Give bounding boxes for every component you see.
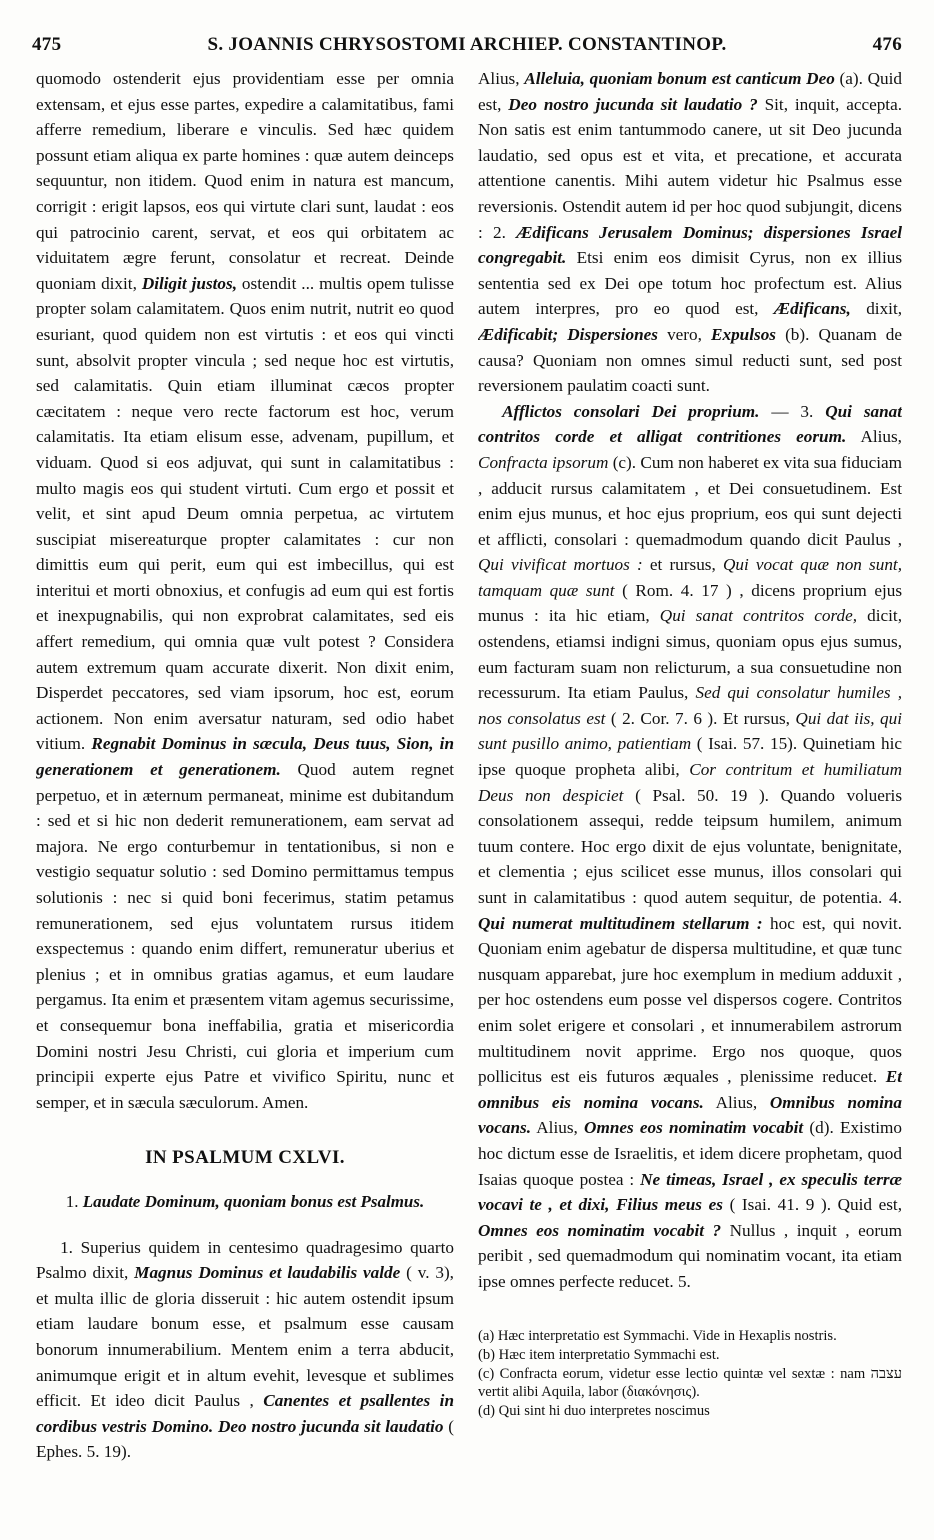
verse-heading: [36, 1189, 454, 1215]
section-heading: IN PSALMUM CXLVI.: [145, 1147, 345, 1169]
text-run: ( Isai. 57. 15). Quinetiam hic ipse quoque propheta alibi,: [478, 734, 902, 780]
text-run: (a). Quid est,: [478, 69, 902, 114]
text-run: 1. Superius quidem in centesimo quadragesimo quarto Psalmo dixit,: [36, 1237, 454, 1283]
marginal-topic: Afflictos consolari Dei proprium.: [502, 401, 760, 421]
quotation: Expulsos: [711, 324, 776, 344]
text-run: (b). Quanam de causa? Quoniam non omnes simul reducti sunt, sed post reversionem paulatim coacti sunt.: [478, 324, 902, 396]
quotation: Qui dat iis, qui sunt pusillo animo, patientiam: [478, 708, 902, 754]
page-number-left: 475: [32, 34, 62, 55]
quotation: Cor contritum et humiliatum Deus non despiciet: [478, 760, 902, 805]
text-run: Alius,: [860, 427, 902, 447]
text-run: ( Ephes. 5. 19).: [36, 1416, 454, 1462]
text-run: ostendit ... multis opem tulisse propter solam calamitatem. Quos enim nutrit, nutrit eo quod esuriant, quod quidem non est virtutis : et eos qui vincti sunt, absolvit propter vincula ; sed neque hoc est virtutis, sed calamitatis. Quin etiam illuminat cæcos propter cæcitatem : neque vero recte factorum est hoc, verum calamitatis. Ita etiam elisum esse, advenam, pupillum, et viduam. Quod si eos adjuvat, qui sunt in calamitatibus : multo magis eos qui student virtuti. Cum ergo et possit et velit, et sint apud Deum omnia perpetua, ac virtutem suscipiat misereaturque propter calamitates : cur non dimittis eum qui perit, eum qui est imbecillus, qui est interitui et morti obnoxius, et confugis ad eum qui est fortis et inexpugnabilis, qui non exprobrat calamitates, sed eis affert remedium, qui omnia quæ vult potest ? Considera autem extremum quam accurate dixerit. Non dixit enim, Disperdet peccatores, sed viam ipsorum, hoc est, eorum actionem. Non enim aversatur naturam, sed odio habet vitium.: [36, 273, 454, 754]
text-run: vero,: [667, 324, 702, 344]
verse-number: 1.: [65, 1191, 79, 1211]
text-run: dixit,: [866, 299, 902, 319]
footnotes: [478, 1317, 902, 1420]
quotation: Confracta ipsorum: [478, 452, 609, 472]
quotation: Sed qui consolatur humiles , nos consolatus est: [478, 683, 902, 728]
paragraph-verse-3: [478, 399, 902, 1295]
text-run: Alius,: [715, 1092, 758, 1112]
text-run: Sit, inquit, accepta. Non satis est enim tantummodo canere, ut sit Deo jucunda laudatio, sed opus est et vita, et precatione, et accurata attentione canentis. Mihi autem videtur hic Psalmus esse reversionis. Ostendit autem id per hoc quod subjungit, dicens : 2.: [478, 94, 902, 242]
footnote: (a) Hæc interpretatio est Symmachi. Vide in Hexaplis nostris.: [478, 1327, 837, 1344]
running-header: [30, 30, 904, 62]
text-run: — 3.: [771, 401, 814, 421]
verse-text: Laudate Dominum, quoniam bonus est Psalmus.: [82, 1191, 425, 1211]
text-run: ( v. 3), et multa illic de gloria disseruit : hic autem ostendit ipsum etiam laudare bonum esse, et psalmum esse causam bonorum innumerabilium. Mentem enim a terra abducit, animumque erigit et in altum evehit, levesque et sublimes efficit. Et ideo dicit Paulus ,: [36, 1263, 454, 1411]
text-run: Etsi enim eos dimisit Cyrus, non ex illius sententia sed ex Dei ope totum hoc profectum est. Alius autem interpres, pro eo quod est,: [478, 248, 902, 319]
text-run: ( Isai. 41. 9 ). Quid est,: [729, 1195, 902, 1215]
quotation: Canentes et psallentes in cordibus vestris Domino. Deo nostro jucunda sit laudatio: [36, 1391, 454, 1436]
text-run: (c). Cum non haberet ex vita sua fiduciam , adducit rursus calamitatem , et Dei consuetudinem. Est enim ejus munus, et hoc ejus proprium, eos qui sunt dejecti et afflicti, consolari : quemadmodum quando dicit Paulus ,: [478, 452, 902, 549]
running-title: S. JOANNIS CHRYSOSTOMI ARCHIEP. CONSTANTINOP.: [207, 34, 727, 55]
quotation: Qui sanat contritos corde,: [659, 606, 858, 626]
footnote: (b) Hæc item interpretatio Symmachi est.: [478, 1346, 720, 1363]
text-run: et rursus,: [649, 555, 716, 575]
quotation: Omnibus nomina vocans.: [478, 1092, 902, 1138]
text-run: Alius,: [478, 69, 520, 88]
text-run: quomodo ostenderit ejus providentiam esse per omnia extensam, et ejus esse partes, expedire a calamitatibus, fami afferre remedium, liberare e vinculis. Sed hæc quidem possunt etiam aliqua ex parte homines : quæ autem deinceps sequuntur, non itidem. Quod enim in natura est mancum, corrigit : erigit lapsos, eos qui virtute clari sunt, laudat : eos qui patrocinio carent, servat, et eos qui orbitatem ac viduitatem ægre ferunt, consolatur et recreat. Deinde quoniam dixit,: [36, 69, 454, 293]
text-run: Quod autem regnet perpetuo, et in æternum permaneat, minime est dubitandum : sed et si hic non dederit remunerationem, eam servat ad majora. Ne ergo conturbemur in tentationibus, si non e vestigio sequatur solutio : sed Domino permittamus tempus solutionis : nec si quid boni fecerimus, statim petamus remunerationem, sed ejus voluntatem rursus itidem exspectemus : quando enim differt, remuneratur uberius et plenius ; et in omnibus gratias agamus, et eum laudare pergamus. Ita enim et præsentem vitam agemus securissime, et consequemur bona ineffabilia, gratia et misericordia Domini nostri Jesu Christi, cui gloria et imperium cum principii experte ejus Patre et vivifico Spiritu, nunc et semper, et in sæcula sæculorum. Amen.: [36, 760, 454, 1112]
quotation: Qui numerat multitudinem stellarum :: [478, 913, 763, 933]
quotation: Magnus Dominus et laudabilis valde: [134, 1263, 401, 1283]
quotation: Qui vivificat mortuos :: [478, 555, 643, 575]
quotation: Omnes eos nominatim vocabit ?: [478, 1220, 722, 1240]
footnote: (c) Confracta eorum, videtur esse lectio quintæ vel sextæ : nam עצבה vertit alibi Aquila, labor (διακόνησις).: [478, 1365, 902, 1400]
page-number-right: 476: [872, 34, 902, 55]
text-run: ( Psal. 50. 19 ). Quando volueris consolationem assequi, redde teipsum humilem, animum tuum contere. Hoc ergo dixit de ejus voluntate, benignitate, et clementia ; ejus scilicet esse munus, illos consolari qui sunt in calamitatibus : quod autem sequitur, de potentia. 4.: [478, 785, 902, 907]
quotation: Alleluia, quoniam bonum est canticum Deo: [524, 69, 835, 88]
quotation: Omnes eos nominatim vocabit: [584, 1118, 804, 1138]
quotation: Qui vocat quæ non sunt, tamquam quæ sunt: [478, 555, 902, 600]
left-column: [36, 66, 454, 1526]
text-run: ( Rom. 4. 17 ) , dicens proprium ejus munus : ita hic etiam,: [478, 580, 902, 626]
text-run: ( 2. Cor. 7. 6 ). Et rursus,: [610, 708, 790, 728]
quotation: Diligit justos,: [141, 273, 237, 293]
text-run: Alius,: [536, 1118, 578, 1138]
text-run: (d). Existimo hoc dictum esse de Israelitis, et idem dicere prophetam, quod Isaias quoque postea :: [478, 1118, 902, 1189]
quotation: Ne timeas, Israel , ex speculis terræ vocavi te , et dixi, Filius meus es: [478, 1169, 902, 1215]
text-run: dicit, ostendens, etiamsi indigni simus, quoniam opus ejus sumus, eum facturam suam non relicturum, a sua consuetudine non recessurum. Ita etiam Paulus,: [478, 606, 902, 703]
text-run: hoc est, qui novit. Quoniam enim agebatur de dispersa multitudine, et quæ tunc nusquam apparebat, jure hoc exemplum in medium adduxit , per hoc ostendens eum posse vel dispersos cogere. Contritos enim solet erigere et consolari , et innumerabilem astrorum multitudinem novit apprime. Ergo nos quoque, quos pollicitus est eis futuros æquales , plenissime reducet.: [478, 913, 902, 1087]
paragraph-commentary-end: [36, 66, 454, 1115]
paragraph-verse-2: [478, 66, 902, 399]
footnote: (d) Qui sint hi duo interpretes noscimus: [478, 1402, 710, 1419]
quotation: Qui sanat contritos corde et alligat contritiones eorum.: [478, 401, 902, 447]
quotation: Deo nostro jucunda sit laudatio ?: [508, 94, 758, 114]
quotation: Et omnibus eis nomina vocans.: [478, 1067, 902, 1112]
quotation: Regnabit Dominus in sæcula, Deus tuus, Sion, in generationem et generationem.: [36, 734, 454, 780]
quotation: Ædificans Jerusalem Dominus; dispersiones Israel congregabit.: [478, 222, 902, 268]
right-column: [478, 66, 902, 1526]
text-run: Nullus , inquit , eorum peribit , sed quemadmodum qui nominatim vocant, ita etiam ipse omnes perfecte reducet. 5.: [478, 1220, 902, 1291]
quotation: Ædificabit; Dispersiones: [478, 324, 658, 344]
quotation: Ædificans,: [773, 299, 851, 319]
paragraph-psalm-intro: [36, 1235, 454, 1465]
